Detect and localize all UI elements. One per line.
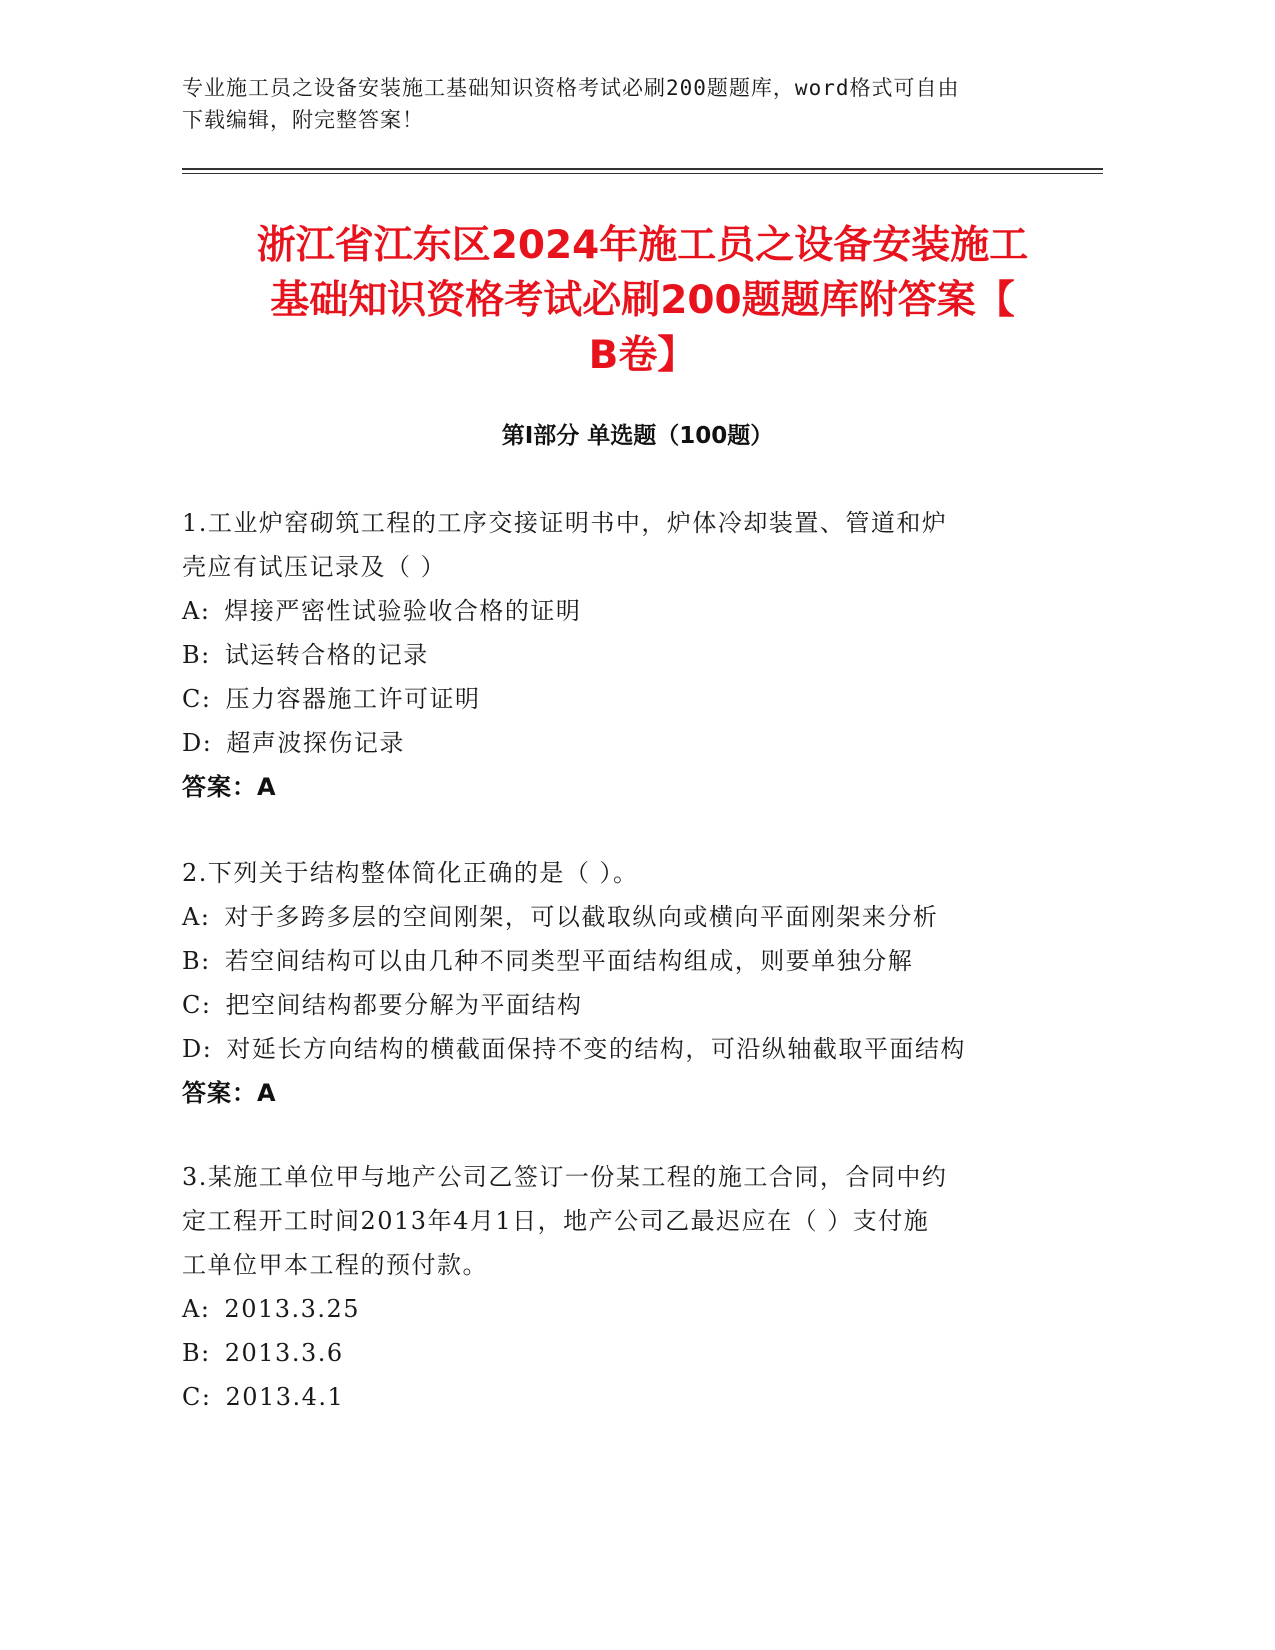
option-b — [182, 939, 1082, 983]
option-text: 对于多跨多层的空间刚架，可以截取纵向或横向平面刚架来分析 — [224, 903, 939, 931]
option-d — [182, 1027, 1082, 1071]
header-divider-thick — [182, 168, 1103, 170]
section-title: 第Ⅰ部分 单选题（100题） — [501, 423, 774, 449]
question-stem-line: 2.下列关于结构整体简化正确的是（ ）。 — [182, 859, 639, 887]
answer-line: 答案：A — [182, 1079, 277, 1107]
document-title-line-2: 基础知识资格考试必刷200题题库附答案【 — [270, 278, 1015, 323]
question-stem-line: 3.某施工单位甲与地产公司乙签订一份某工程的施工合同，合同中约 — [182, 1163, 948, 1191]
option-key: D: — [182, 729, 213, 757]
option-text: 对延长方向结构的横截面保持不变的结构，可沿纵轴截取平面结构 — [226, 1035, 966, 1063]
document-title-line-3: B卷】 — [588, 333, 697, 378]
question-stem-line: 壳应有试压记录及（ ） — [182, 553, 447, 581]
header-note — [182, 72, 1062, 136]
option-a — [182, 1287, 1082, 1331]
option-key: C: — [182, 991, 212, 1019]
option-key: A: — [182, 903, 211, 931]
header-divider-thin — [182, 173, 1103, 174]
question-stem-line: 1.工业炉窑砌筑工程的工序交接证明书中，炉体冷却装置、管道和炉 — [182, 509, 948, 537]
option-b — [182, 633, 1082, 677]
question-2 — [182, 851, 1082, 1115]
option-text: 把空间结构都要分解为平面结构 — [225, 991, 583, 1019]
option-text: 试运转合格的记录 — [224, 641, 429, 669]
option-key: C: — [182, 1383, 212, 1411]
option-text: 焊接严密性试验验收合格的证明 — [224, 597, 582, 625]
header-note-line-2: 下载编辑，附完整答案！ — [182, 108, 424, 132]
option-key: A: — [182, 597, 211, 625]
option-text: 压力容器施工许可证明 — [225, 685, 481, 713]
document-title — [170, 218, 1115, 383]
option-c — [182, 677, 1082, 721]
question-1 — [182, 501, 1082, 809]
option-text: 2013.3.6 — [224, 1339, 344, 1367]
option-d — [182, 721, 1082, 765]
option-b — [182, 1331, 1082, 1375]
answer-line: 答案：A — [182, 773, 277, 801]
question-stem-line: 工单位甲本工程的预付款。 — [182, 1251, 488, 1279]
option-a — [182, 895, 1082, 939]
option-text: 若空间结构可以由几种不同类型平面结构组成，则要单独分解 — [224, 947, 914, 975]
question-stem-line: 定工程开工时间2013年4月1日，地产公司乙最迟应在（ ）支付施 — [182, 1207, 930, 1235]
header-note-line-1: 专业施工员之设备安装施工基础知识资格考试必刷200题题库，word格式可自由 — [182, 76, 960, 100]
document-title-line-1: 浙江省江东区2024年施工员之设备安装施工 — [256, 223, 1029, 268]
option-key: D: — [182, 1035, 213, 1063]
option-text: 2013.4.1 — [225, 1383, 345, 1411]
option-c — [182, 983, 1082, 1027]
option-key: A: — [182, 1295, 211, 1323]
option-key: B: — [182, 641, 211, 669]
option-text: 2013.3.25 — [224, 1295, 361, 1323]
option-a — [182, 589, 1082, 633]
option-c — [182, 1375, 1082, 1419]
question-3 — [182, 1155, 1082, 1419]
option-key: B: — [182, 947, 211, 975]
option-key: C: — [182, 685, 212, 713]
option-text: 超声波探伤记录 — [226, 729, 405, 757]
option-key: B: — [182, 1339, 211, 1367]
